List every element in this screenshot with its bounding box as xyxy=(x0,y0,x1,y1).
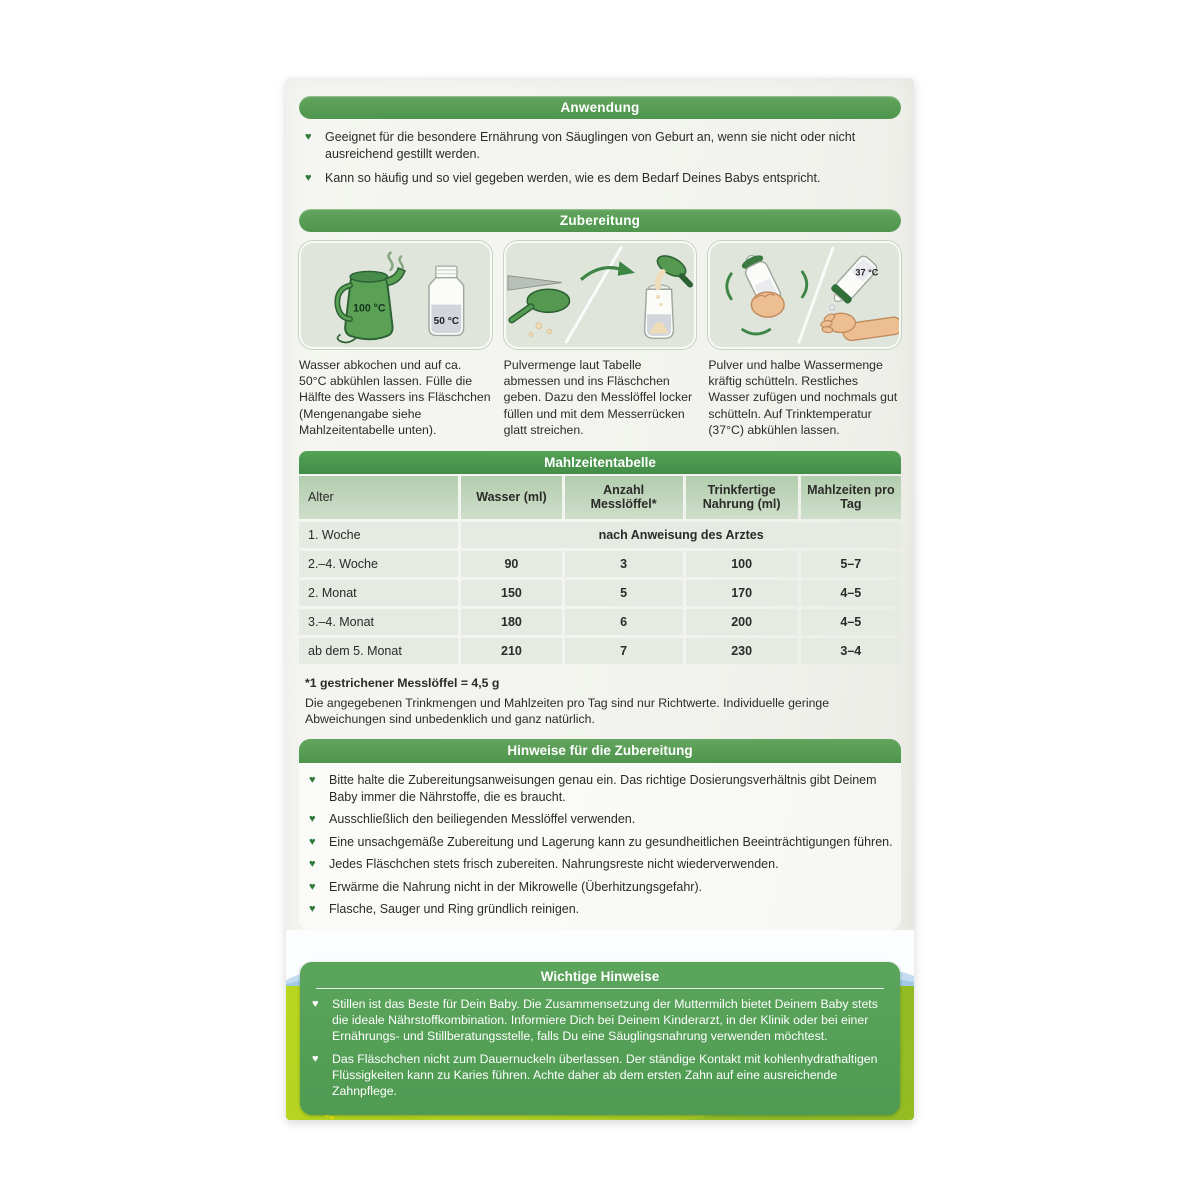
step-caption: Pulvermenge laut Tabelle abmessen und ins Fläschchen geben. Dazu den Messlöffel locker füllen und mit dem Messerrücken glatt streichen. xyxy=(503,357,693,438)
shake-and-temperature-test-icon xyxy=(710,243,899,347)
table-title: Mahlzeitentabelle xyxy=(299,451,901,474)
bullet-text: Das Fläschchen nicht zum Dauernuckeln überlassen. Der ständige Kontakt mit kohlenhydrathaltigen Flüssigkeiten kann zu Karies führen. Achte daher ab dem ersten Zahn auf eine ausreichende Zahnpflege. xyxy=(332,1051,878,1099)
table-cell: 4–5 xyxy=(801,609,901,635)
bullet-text: Erwärme die Nahrung nicht in der Mikrowelle (Überhitzungsgefahr). xyxy=(329,879,703,894)
important-notes-section xyxy=(300,962,900,1115)
bottle-temp-label: 50 °C xyxy=(433,315,460,327)
table-cell: 200 xyxy=(686,609,798,635)
list-item xyxy=(309,811,893,828)
prep-hints-bullets xyxy=(309,772,893,918)
heart-bullet-icon: ♥ xyxy=(309,813,316,826)
table-row xyxy=(299,638,901,664)
table-cell: 150 xyxy=(461,580,561,606)
table-cell: 90 xyxy=(461,551,561,577)
list-item xyxy=(309,856,893,873)
column-header: Wasser (ml) xyxy=(461,476,561,519)
mahlzeitentabelle xyxy=(299,451,901,667)
step-caption: Pulver und halbe Wassermenge kräftig schütteln. Restliches Wasser zufügen und nochmals gut schütteln. Auf Trinktemperatur (37°C) abkühlen lassen. xyxy=(708,357,898,438)
list-item xyxy=(312,1051,888,1100)
table-cell: 3.–4. Monat xyxy=(299,609,458,635)
list-item xyxy=(309,901,893,918)
package-back-panel xyxy=(286,78,914,1120)
heart-bullet-icon: ♥ xyxy=(312,1052,319,1065)
scoop-and-bottle-icon xyxy=(506,243,695,347)
bullet-text: Bitte halte die Zubereitungsanweisungen genau ein. Das richtige Dosierungsverhältnis gibt Deinem Baby immer die Nährstoffe, die es braucht. xyxy=(329,773,877,804)
zubereitung-captions xyxy=(299,357,901,439)
column-header: Anzahl Messlöffel* xyxy=(565,476,683,519)
table-cell: 7 xyxy=(565,638,683,664)
scoop-footnote: *1 gestrichener Messlöffel = 4,5 g xyxy=(305,675,500,690)
heart-bullet-icon: ♥ xyxy=(305,131,312,143)
table-header-row xyxy=(299,476,901,519)
table-cell: 3 xyxy=(565,551,683,577)
table-cell: 2.–4. Woche xyxy=(299,551,458,577)
heart-bullet-icon: ♥ xyxy=(309,903,316,916)
zubereitung-steps xyxy=(299,241,901,349)
bullet-text: Kann so häufig und so viel gegeben werden, wie es dem Bedarf Deines Babys entspricht. xyxy=(325,171,821,185)
bullet-text: Flasche, Sauger und Ring gründlich reinigen. xyxy=(329,902,580,917)
table-footnotes xyxy=(305,676,899,728)
table-cell: 230 xyxy=(686,638,798,664)
list-item xyxy=(309,834,893,851)
kettle-temp-label: 100 °C xyxy=(353,301,386,314)
table-cell: 100 xyxy=(686,551,798,577)
section-header-zubereitung: Zubereitung xyxy=(299,209,901,232)
list-item xyxy=(309,772,893,805)
table-cell: 5 xyxy=(565,580,683,606)
section-header-anwendung: Anwendung xyxy=(299,96,901,119)
list-item xyxy=(309,879,893,896)
anwendung-bullets xyxy=(305,129,899,195)
table-cell: 210 xyxy=(461,638,561,664)
heart-bullet-icon: ♥ xyxy=(309,774,316,787)
table-cell: 180 xyxy=(461,609,561,635)
table-cell: 4–5 xyxy=(801,580,901,606)
bullet-text: Jedes Fläschchen stets frisch zubereiten. Nahrungsreste nicht wiederverwenden. xyxy=(329,857,779,872)
heart-bullet-icon: ♥ xyxy=(309,858,316,871)
table-cell: 6 xyxy=(565,609,683,635)
table-cell: 170 xyxy=(686,580,798,606)
bullet-text: Geeignet für die besondere Ernährung von Säuglingen von Geburt an, wenn sie nicht oder nicht ausreichend gestillt werden. xyxy=(325,130,856,161)
list-item xyxy=(305,129,899,162)
column-header: Alter xyxy=(299,476,458,519)
bottom-scene xyxy=(286,930,914,1120)
table-cell-doctor-note: nach Anweisung des Arztes xyxy=(461,522,901,548)
heart-bullet-icon: ♥ xyxy=(305,172,312,184)
list-item xyxy=(312,996,888,1045)
heart-bullet-icon: ♥ xyxy=(312,997,319,1010)
section-header-prep-hints: Hinweise für die Zubereitung xyxy=(299,739,901,763)
list-item xyxy=(305,170,899,187)
table-row xyxy=(299,609,901,635)
table-cell: ab dem 5. Monat xyxy=(299,638,458,664)
step-panel-measure-powder xyxy=(504,241,697,349)
heart-bullet-icon: ♥ xyxy=(309,880,316,893)
step-panel-boil-water xyxy=(299,241,492,349)
section-header-important: Wichtige Hinweise xyxy=(316,969,884,989)
column-header: Trinkfertige Nahrung (ml) xyxy=(686,476,798,519)
heart-bullet-icon: ♥ xyxy=(309,835,316,848)
column-header: Mahlzeiten pro Tag xyxy=(801,476,901,519)
table-row xyxy=(299,580,901,606)
prep-hints-section xyxy=(299,739,901,930)
bullet-text: Eine unsachgemäße Zubereitung und Lagerung kann zu gesundheitlichen Beeinträchtigungen führen. xyxy=(329,834,893,849)
table-row xyxy=(299,551,901,577)
table-row xyxy=(299,522,901,548)
kettle-and-bottle-icon xyxy=(301,243,490,347)
drink-temp-label: 37 °C xyxy=(855,267,879,278)
table-cell: 1. Woche xyxy=(299,522,458,548)
bullet-text: Ausschließlich den beiliegenden Messlöffel verwenden. xyxy=(329,812,636,827)
table-cell: 3–4 xyxy=(801,638,901,664)
step-caption: Wasser abkochen und auf ca. 50°C abkühlen lassen. Fülle die Hälfte des Wassers ins Fläschchen (Mengenangabe siehe Mahlzeitentabelle unten). xyxy=(299,357,491,438)
table-cell: 5–7 xyxy=(801,551,901,577)
step-panel-shake-and-test xyxy=(708,241,901,349)
bullet-text: Stillen ist das Beste für Dein Baby. Die Zusammensetzung der Muttermilch bietet Deinem Baby stets die ideale Nährstoffkombination. Informiere Dich bei Deinem Kinderarzt, in der Klinik oder bei einer Ernährungs- und Stillberatungsstelle, falls Du eine Säuglingsnahrung verwenden möchtest. xyxy=(332,996,878,1044)
guideline-footnote: Die angegebenen Trinkmengen und Mahlzeiten pro Tag sind nur Richtwerte. Individuelle geringe Abweichungen sind unbedenklich und ganz natürlich. xyxy=(305,695,830,727)
table-cell: 2. Monat xyxy=(299,580,458,606)
